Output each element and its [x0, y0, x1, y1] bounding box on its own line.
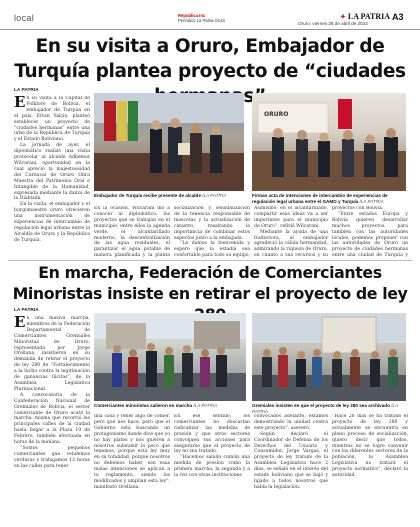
story2-dropcap: E — [14, 316, 26, 331]
story1-column-2 — [94, 206, 170, 258]
story1-column-1 — [14, 96, 90, 258]
story1-col1-p3: En la visita, el embajador y el burgomaestre oruro ofrecieron una instrumentación de experiencias de intercambio de regulación legal urbana entre la Alcaldía de Oruro y la República de Turquía. — [14, 202, 90, 243]
story1-column-4 — [254, 206, 328, 258]
story1-photo-1-caption — [94, 193, 244, 199]
story2-photo-2-caption-text: Gremiales insisten en que el proyecto de ley 280 sea archivado — [252, 403, 390, 408]
story2-photo-1-source: /LA PATRIA — [193, 403, 218, 408]
story2-col1-p2: A convocatoria de la Confederación Nacional de Gremiales de Bolivia, el sector comerciante de Oruro acató la marcha, misma que recorrió las principales calles de la ciudad hasta llegar a la Plaza 10 de Febrero, también efectuada en horas de la mañana. — [14, 392, 90, 446]
story1-photo-1-source: /LA PATRIA — [202, 193, 227, 198]
story2-photo-2-source: /LA PATRIA — [252, 403, 398, 414]
story1-col5-p2: “Entre estados Europa y Bolivia quieren desarrollar muchos proyectos, para también con las autoridades locales, podemos proponer con las autoridades de Oruro un proyecto de ciudades hermanas entre una ciudad de Turquía y — [332, 211, 408, 258]
story1-col5-p1: proyectos con Bolivia. — [332, 206, 384, 211]
story2-column-3 — [174, 414, 250, 523]
story1-col3-p2: “Le damos la bienvenida y espero que la estadía sea confortable para todo su equipo, — [174, 241, 250, 258]
story1-photo-2-source: /LA PATRIA — [359, 198, 384, 204]
story1-column-5 — [332, 206, 408, 258]
header-publisher-line1: Republica Inc — [178, 13, 206, 18]
story2-photo-1 — [94, 313, 246, 401]
story2-column-2 — [94, 414, 170, 523]
story2-column-1 — [14, 316, 90, 523]
story2-col4-p1: convocados adelante, estamos demostrando la unidad contra este proyecto”, aseveró. — [254, 414, 328, 431]
story1-col2-p1: En la ocasión, Wilcarani dio a conocer al diplomático, los proyectos que se trabajan en el municipio, entre ellos la agenda verde, el alcantarillado moderno, la descentralización de las agua residuales, el garantizar el agua potable de manera planificada y la planta — [94, 206, 170, 258]
photo-signing-scene — [252, 93, 406, 191]
star-icon: ✦ — [340, 13, 346, 21]
page-number: A3 — [392, 12, 404, 22]
story2-column-5 — [332, 414, 408, 523]
header-publisher-line2: Periódico La Patria Oruro — [178, 18, 226, 23]
story2-byline: LA PATRIA — [14, 308, 39, 313]
brand-logo — [340, 12, 390, 21]
story2-photo-2 — [252, 313, 406, 401]
story2-photo-1-caption-text: Comerciantes minoristas salieron en marcha — [94, 403, 193, 408]
brand-name: LA PATRIA — [347, 12, 391, 21]
story2-col2-p1: una casa y tener algo de comer, pero qué nos hace, pero que el Gobierno está buscando un protagonismo donde dice que yo no hay platos y nos quieren a nosotros subsumir lo poco que tenemos, porque está ley muy en su totalidad, porque nosotros no debemos haber, son esas malas intenciones se aplican a tu reglamento, siendo los modificados y amplian esta ley”, manifestó Orellana. — [94, 414, 170, 490]
story1-col3-p1: socialización y sensibilización de la tenencia responsable de mascotas y la actualización de catastro, resaltando la importancia de combinar estos aspectos junto a la embajada. — [174, 206, 250, 241]
photo-banner-text: ORURO — [264, 111, 289, 118]
story2-headline: En marcha, Federación de Comerciantes Minoristas insiste en retirar el proyecto de ley — [12, 263, 408, 303]
story1-dropcap: E — [14, 96, 26, 111]
header-publisher — [178, 13, 225, 23]
story2-col4-p2: Según declaró el Coordinador de Defensa de los Derechos del Usuario y Consumidor, Jorge Vargas, el proyecto de ley tratado de la Asamblea Legislativa hace 2 días, se señaló en el interés del estado boliviano que se bajó y ligado a todos nosotros que habla la legislación. — [254, 431, 328, 490]
story1-byline: LA PATRIA — [14, 88, 39, 93]
story1-photo-1 — [94, 93, 244, 191]
story1-col1-p2: La jornada de ayer, el diplomático realizó una visita protocolar al alcalde Adhemar Wilcarani, oportunidad en la cual apreció la majestuosidad del Carnaval de Oruro Obra Maestra del Patrimonio Oral e Intangible de la Humanidad, expresada mediante la danza de la Diablada. — [14, 143, 90, 202]
photo-protest-scene — [252, 313, 406, 401]
story2-col1-p3: “Somos pequeños comerciantes que vendemos verduras y trabajamos 12 horas en las calles para tener — [14, 445, 90, 469]
story1-col1-p1: n su visita a la Capital de Folklore de Bolivia, el embajador de Turquía en el país, Ertan Yalçin, planteó establecer un proyecto de “ciudades hermanas” entre una urbe de la República de Turquía y el Estado Boliviano. — [14, 96, 90, 143]
story2-photo-1-caption — [94, 403, 246, 409]
story2-col3-p1: En ese sentido, los comerciantes no descartan radicalizar las medidas de presión y que otros sectores convoquen sus acciones para asegurarse que el proyecto de ley no sea tratado. — [174, 414, 250, 455]
story2-col3-p2: “Hacemos saludo común una medida de presión como la primera marcha, la segunda y a la vez con otras instituciones — [174, 455, 250, 479]
header-date: Oruro, viernes 28 de abril de 2023 — [298, 21, 368, 26]
story2-col5-p1: “Hace 20 días se ha tratado el proyecto de ley 280 y actualmente se encuentra en pleno proceso de socialización, quiero decir que todos, mientras no se logre convenir con los diferentes sectores de la población, la Asamblea Legislativa no tratará el proyecto normativo”, declaró la autoridad. — [332, 414, 408, 479]
story1-column-3 — [174, 206, 250, 258]
photo-march-scene — [94, 313, 246, 401]
story1-photo-2-caption — [252, 193, 408, 204]
story1-col4-p1: Asimismo, en el alcantarillado, compartir esas ideas va a ser importante para el municipio de Oruro”, refirió Wilcarani. — [254, 206, 328, 229]
story1-photo-2 — [252, 93, 406, 191]
story-divider — [8, 260, 412, 261]
story1-headline: En su visita a Oruro, Embajador de Turquía plantea proyecto de “ciudades — [14, 36, 406, 82]
page-header — [0, 0, 420, 30]
story2-column-4 — [254, 414, 328, 523]
section-label: local — [14, 13, 35, 23]
story2-photo-2-caption — [252, 403, 408, 414]
story1-col4-p2: Mediante la ayuda de una traductora, el embajador agradeció la cálida hermandad, admirando la riqueza de Oruro, en cuanto a sus recursos y su — [254, 229, 328, 258]
story2-col1-p1: n una masiva marcha, miembros de la Federación Departamental de Comerciantes Gremiales Minoristas de Oruro, representada por Jorge Orellana, insistieron en su demanda de retirar el proyecto de ley 280 de “Fortalecimiento a la lucha contra la legitimación de ganancias ilícitas”, de la Asamblea Legislativa Plurinacional. — [14, 316, 90, 392]
story1-photo-1-caption-text: Embajador de Turquía recibe presente de alcalde — [94, 193, 201, 198]
photo-officials-scene — [94, 93, 244, 191]
story1-photo-2-caption-text: Firman acta de intenciones de intercambio de experiencias de regulación legal urbana entre el GAMO y Turquía — [252, 193, 388, 204]
